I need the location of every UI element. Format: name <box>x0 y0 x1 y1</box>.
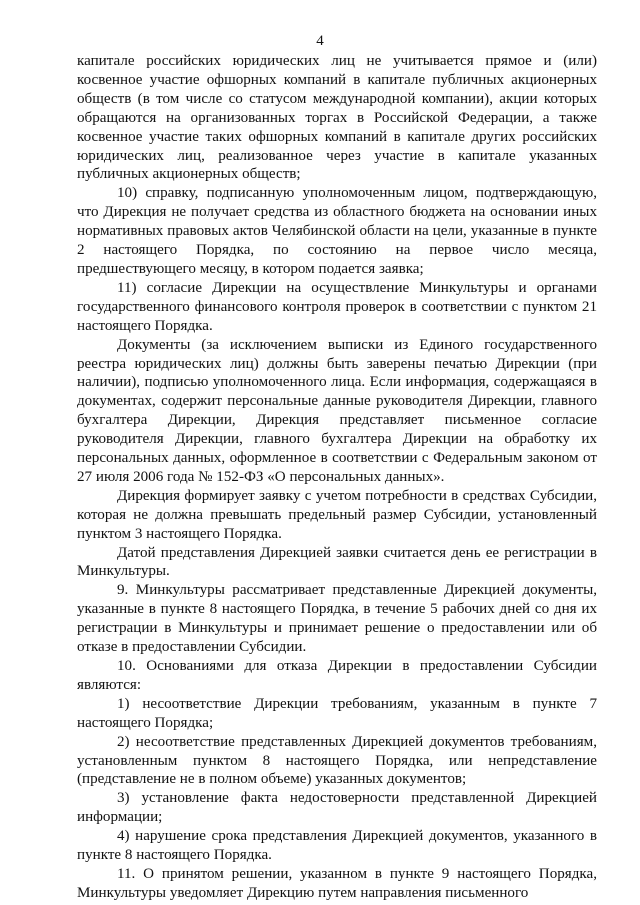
paragraph-clause-11: 11. О принятом решении, указанном в пункте 9 настоящего Порядка, Минкультуры уведомляет Дирекцию путем направления письменного <box>77 865 597 901</box>
page-number: 4 <box>316 33 324 49</box>
paragraph-refusal-ground-1: 1) несоответствие Дирекции требованиям, указанным в пункте 7 настоящего Порядка; <box>77 695 597 731</box>
paragraph-documents-certification: Документы (за исключением выписки из Единого государственного реестра юридических лиц) должны быть заверены печатью Дирекции (при наличии), подписью уполномоченного лица. Если информация, содержащаяся в документах, содержит персональные данные руководителя Дирекции, главного бухгалтера Дирекции, Дирекция представляет письменное согласие руководителя Дирекции, главного бухгалтера Дирекции на обработку их персональных данных, оформленное в соответствии с Федеральным законом от 27 июля 2006 года № 152-ФЗ «О персональных данных». <box>77 336 597 485</box>
paragraph-clause-9: 9. Минкультуры рассматривает представленные Дирекцией документы, указанные в пункте 8 настоящего Порядка, в течение 5 рабочих дней со дня их регистрации в Минкультуры и принимает решение о предоставлении или об отказе в предоставлении Субсидии. <box>77 582 597 656</box>
paragraph-clause-10: 10. Основаниями для отказа Дирекции в предоставлении Субсидии являются: <box>77 658 597 693</box>
paragraph-refusal-ground-2: 2) несоответствие представленных Дирекцией документов требованиям, установленным пунктом 8 настоящего Порядка, или непредставление (представление не в полном объеме) указанных документов; <box>77 733 597 788</box>
paragraph-item-10-certificate: 10) справку, подписанную уполномоченным лицом, подтверждающую, что Дирекция не получает средства из областного бюджета на основании иных нормативных правовых актов Челябинской области на цели, указанные в пункте 2 настоящего Порядка, по состоянию на первое число месяца, предшествующего месяцу, в котором подается заявка; <box>77 185 597 277</box>
paragraph-refusal-ground-3: 3) установление факта недостоверности представленной Дирекцией информации; <box>77 790 597 826</box>
paragraph-offshore-continuation: капитале российских юридических лиц не учитывается прямое и (или) косвенное участие офшорных компаний в капитале публичных акционерных обществ (в том числе со статусом международной компании), акции которых обращаются на организованных торгах в Российской Федерации, а также косвенное участие таких офшорных компаний в капитале других российских юридических лиц, реализованное через участие в капитале указанных публичных акционерных обществ; <box>77 53 597 183</box>
paragraph-refusal-ground-4: 4) нарушение срока представления Дирекцией документов, указанного в пункте 8 настоящего Порядка. <box>77 828 597 864</box>
document-body <box>77 52 597 903</box>
paragraph-application-formation: Дирекция формирует заявку с учетом потребности в средствах Субсидии, которая не должна превышать предельный размер Субсидии, установленный пунктом 3 настоящего Порядка. <box>77 487 597 542</box>
paragraph-item-11-consent: 11) согласие Дирекции на осуществление Минкультуры и органами государственного финансового контроля проверок в соответствии с пунктом 21 настоящего Порядка. <box>77 279 597 334</box>
paragraph-registration-date: Датой представления Дирекцией заявки считается день ее регистрации в Минкультуры. <box>77 544 597 580</box>
